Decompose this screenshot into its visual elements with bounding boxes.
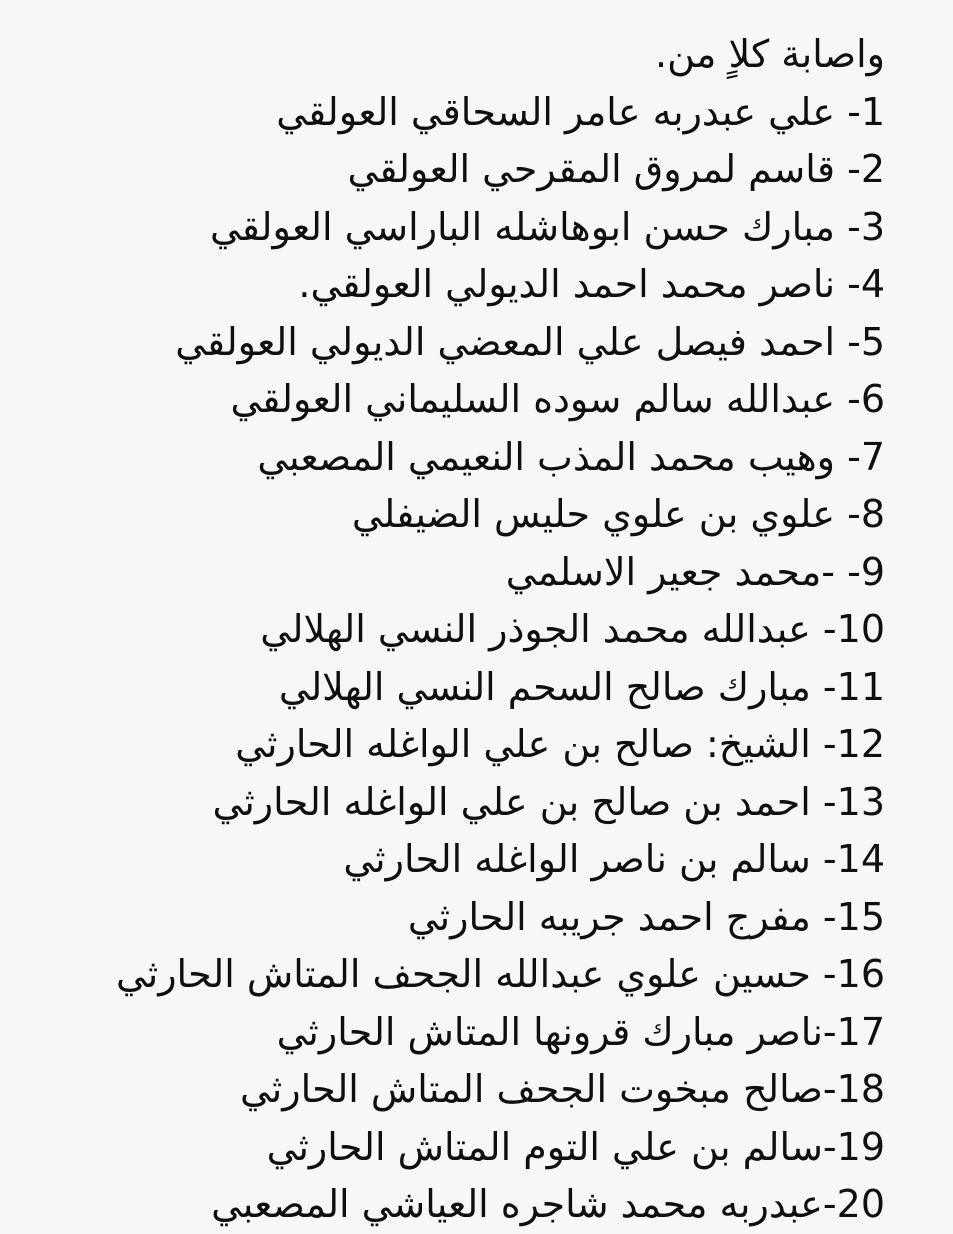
- list-item: 15- مفرج احمد جريبه الحارثي: [407, 894, 885, 939]
- list-item: 4- ناصر محمد احمد الديولي العولقي.: [298, 262, 885, 306]
- list-item: 16- حسين علوي عبدالله الجحف المتاش الحارثي: [115, 952, 885, 996]
- document-text: [20, 26, 885, 1234]
- list-item: 10- عبدالله محمد الجوذر النسي الهلالي: [260, 607, 885, 651]
- list-item: 13- احمد بن صالح بن علي الواغله الحارثي: [212, 779, 885, 824]
- list-item: 8- علوي بن علوي حليس الضيفلي: [351, 492, 885, 536]
- list-item: 7- وهيب محمد المذب النعيمي المصعبي: [257, 434, 885, 479]
- list-item: 1- علي عبدربه عامر السحاقي العولقي: [276, 89, 885, 134]
- list-item: 5- احمد فيصل علي المعضي الديولي العولقي: [175, 319, 885, 364]
- list-item: 3- مبارك حسن ابوهاشله الباراسي العولقي: [209, 204, 885, 249]
- list-item: 6- عبدالله سالم سوده السليماني العولقي: [230, 377, 885, 421]
- document-heading: واصابة كلاٍ من.: [655, 32, 885, 76]
- list-item: 2- قاسم لمروق المقرحي العولقي: [347, 147, 885, 191]
- list-item: 11- مبارك صالح السحم النسي الهلالي: [278, 664, 885, 709]
- list-item: 17-ناصر مبارك قرونها المتاش الحارثي: [276, 1009, 885, 1054]
- list-item: 12- الشيخ: صالح بن علي الواغله الحارثي: [235, 722, 885, 766]
- list-item: 14- سالم بن ناصر الواغله الحارثي: [343, 837, 885, 881]
- list-item: 19-سالم بن علي التوم المتاش الحارثي: [266, 1124, 885, 1169]
- list-item: 18-صالح مبخوت الجحف المتاش الحارثي: [239, 1067, 885, 1111]
- list-item: 9- -محمد جعير الاسلمي: [505, 549, 885, 594]
- list-item: 20-عبدربه محمد شاجره العياشي المصعبي: [211, 1182, 885, 1226]
